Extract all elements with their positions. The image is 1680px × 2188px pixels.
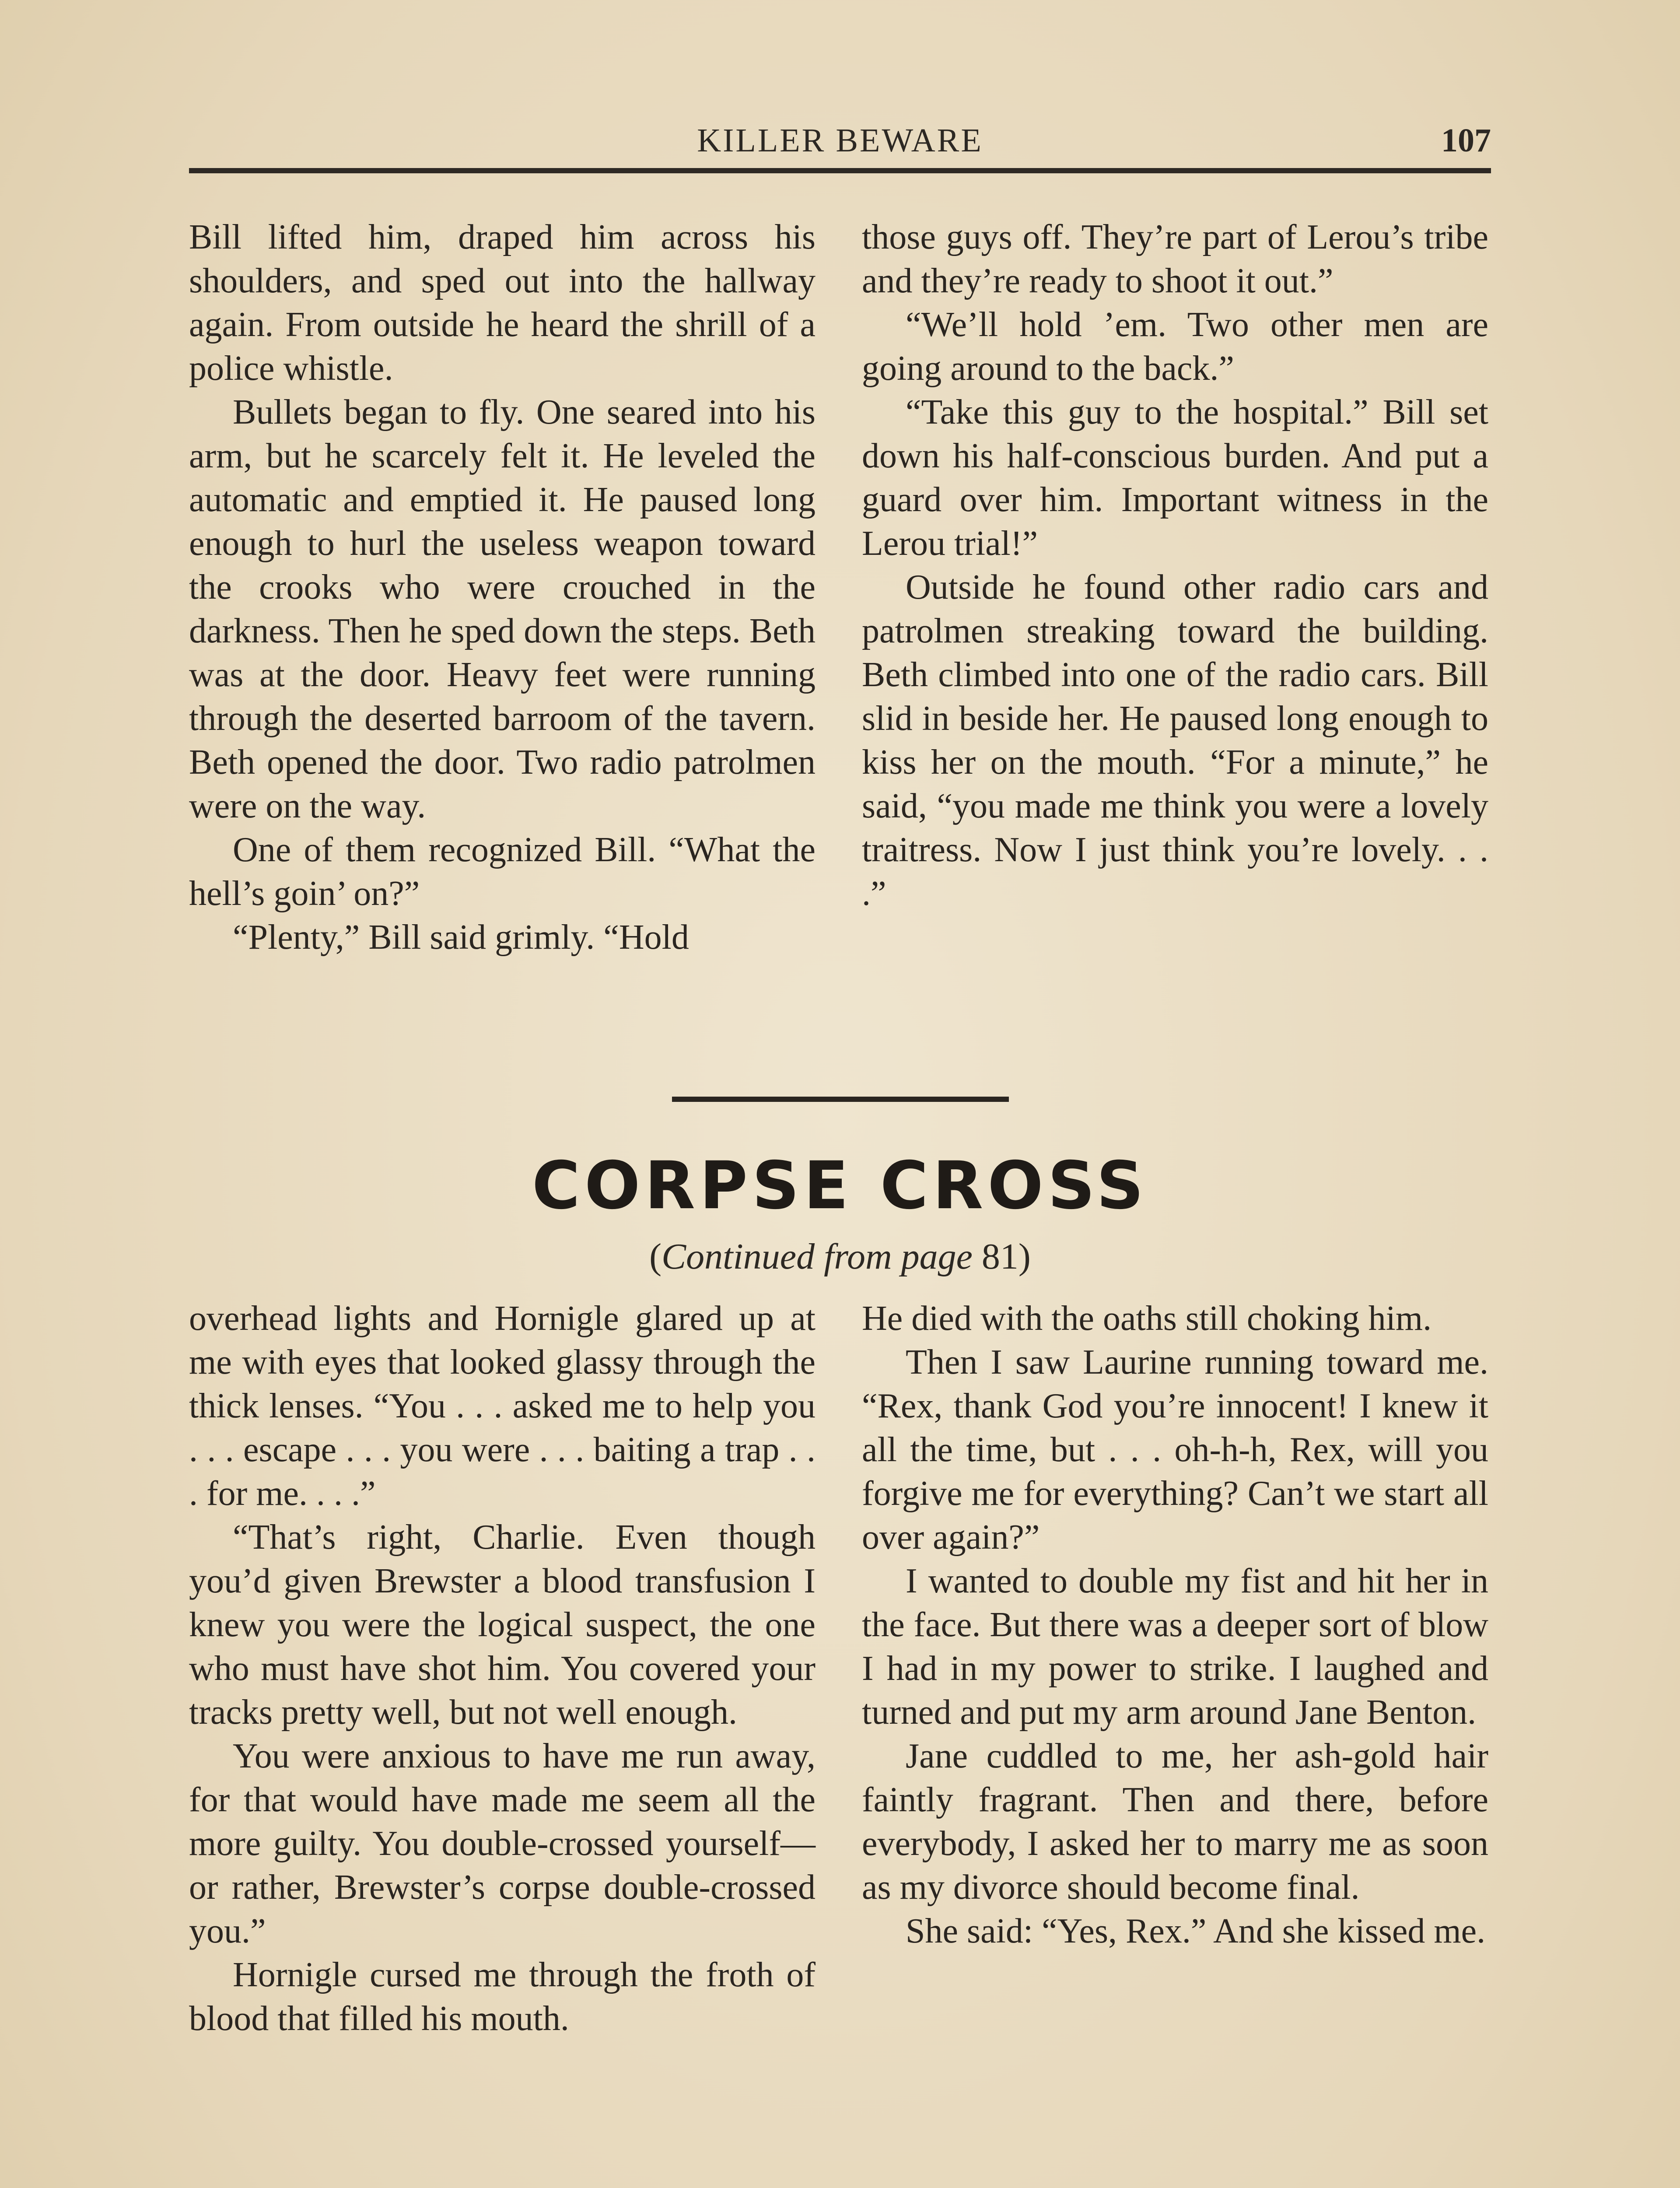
paragraph: “Plenty,” Bill said grimly. “Hold: [233, 918, 689, 957]
paragraph: overhead lights and Hornigle glared up at me with eyes that looked glassy through the thick lenses. “You . . . asked me to help you . . . escape . . . you were . . . baiting a trap . . . for me. . . .”: [189, 1299, 816, 1513]
story-separator-rule: [672, 1097, 1009, 1102]
running-head: [189, 118, 1491, 166]
story2-column-right: [862, 1297, 1488, 1953]
story1-column-right: [862, 215, 1488, 915]
paragraph: “We’ll hold ’em. Two other men are going around to the back.”: [862, 305, 1488, 388]
story2-column-left: [189, 1297, 816, 2041]
paragraph: He died with the oaths still choking him.: [862, 1299, 1432, 1338]
header-rule: [189, 168, 1491, 173]
paragraph: Bullets began to fly. One seared into his arm, but he scarcely felt it. He leveled the automatic and emptied it. He paused long enough to hurl the useless weapon toward the crooks who were crouched in the darkness. Then he sped down the steps. Beth was at the door. Heavy feet were running through the deserted barroom of the tavern. Beth opened the door. Two radio patrolmen were on the way.: [189, 393, 816, 825]
paragraph: One of them recognized Bill. “What the hell’s goin’ on?”: [189, 831, 816, 913]
paragraph: She said: “Yes, Rex.” And she kissed me.: [906, 1912, 1486, 1950]
paragraph: “That’s right, Charlie. Even though you’d given Brewster a blood transfusion I knew you were the logical suspect, the one who must have shot him. You covered your tracks pretty well, but not well enough.: [189, 1518, 816, 1732]
paragraph: Then I saw Laurine running toward me. “Rex, thank God you’re innocent! I knew it all the time, but . . . oh-h-h, Rex, will you forgive me for everything? Can’t we start all over again?”: [862, 1343, 1488, 1557]
story1-column-left: [189, 215, 816, 959]
continued-from-label: Continued from page: [662, 1236, 973, 1277]
paragraph: Outside he found other radio cars and patrolmen streaking toward the building. Beth climbed into one of the radio cars. Bill slid in beside her. He paused long enough to kiss her on the mouth. “For a minute,” he said, “you made me think you were a lovely traitress. Now I just think you’re lovely. . . .”: [862, 568, 1488, 913]
continued-prefix: (: [649, 1236, 662, 1277]
paragraph: Hornigle cursed me through the froth of blood that filled his mouth.: [189, 1956, 816, 2038]
paragraph: Jane cuddled to me, her ash-gold hair faintly fragrant. Then and there, before everybody, I asked her to marry me as soon as my divorce should become final.: [862, 1737, 1488, 1907]
continued-note: [0, 1235, 1680, 1279]
continued-page-number: 81: [981, 1236, 1018, 1277]
paragraph: You were anxious to have me run away, for that would have made me seem all the more guilty. You double-crossed yourself—or rather, Brewster’s corpse double-crossed you.”: [189, 1737, 816, 1950]
paragraph: “Take this guy to the hospital.” Bill set down his half-conscious burden. And put a guard over him. Important witness in the Lerou trial!”: [862, 393, 1488, 563]
story-title: CORPSE CROSS: [532, 1148, 1148, 1224]
continued-suffix: ): [1018, 1236, 1031, 1277]
running-title: KILLER BEWARE: [697, 122, 983, 159]
page-number: 107: [1441, 122, 1491, 159]
paragraph: those guys off. They’re part of Lerou’s tribe and they’re ready to shoot it out.”: [862, 218, 1488, 300]
paragraph: Bill lifted him, draped him across his shoulders, and sped out into the hallway again. From outside he heard the shrill of a police whistle.: [189, 218, 816, 388]
paragraph: I wanted to double my fist and hit her in the face. But there was a deeper sort of blow I had in my power to strike. I laughed and turned and put my arm around Jane Benton.: [862, 1562, 1488, 1732]
